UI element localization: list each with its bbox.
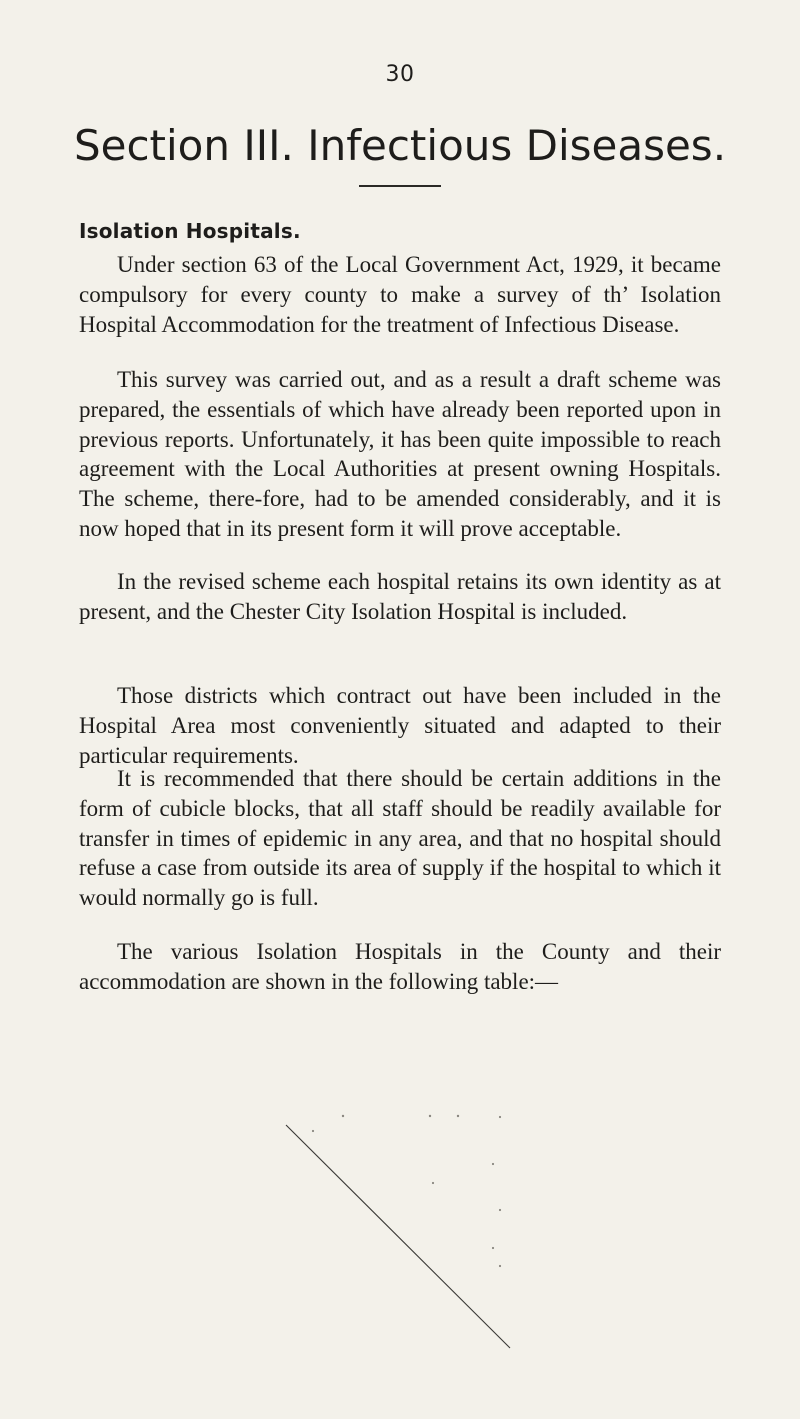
paragraph-revised-scheme: In the revised scheme each hospital retains its own identity as at present, and the Chester City Isolation Hospital is included. (79, 569, 721, 624)
paragraph-contract-out-districts: Those districts which contract out have been included in the Hospital Area most conveniently situated and adapted to their particular requirements. (79, 683, 721, 768)
paragraph-survey-requirement: Under section 63 of the Local Government Act, 1929, it became compulsory for every county to make a survey of th’ Isolation Hospital Accommodation for the treatment of Infectious Disease. (79, 252, 721, 337)
page-number: 30 (385, 62, 415, 87)
subheading-isolation-hospitals: Isolation Hospitals. (79, 219, 301, 243)
paragraph-recommendations: It is recommended that there should be certain additions in the form of cubicle blocks, that all staff should be readily available for transfer in times of epidemic in any area, and that no hospital should refuse a case from outside its area of supply if the hospital to which it would normally go is full. (79, 766, 721, 911)
diagonal-stroke-line (286, 1125, 510, 1348)
paragraph-draft-scheme: This survey was carried out, and as a result a draft scheme was prepared, the essentials of which have already been reported upon in previous reports. Unfortunately, it has been quite impossible to reach agreement with the Local Authorities at present owning Hospitals. The scheme, there-fore, had to be amended considerably, and it is now hoped that in its present form it will prove acceptable. (79, 367, 721, 541)
paragraph-table-intro: The various Isolation Hospitals in the County and their accommodation are shown in the following table:— (79, 939, 721, 994)
section-title: Section III. Infectious Diseases. (73, 121, 727, 170)
